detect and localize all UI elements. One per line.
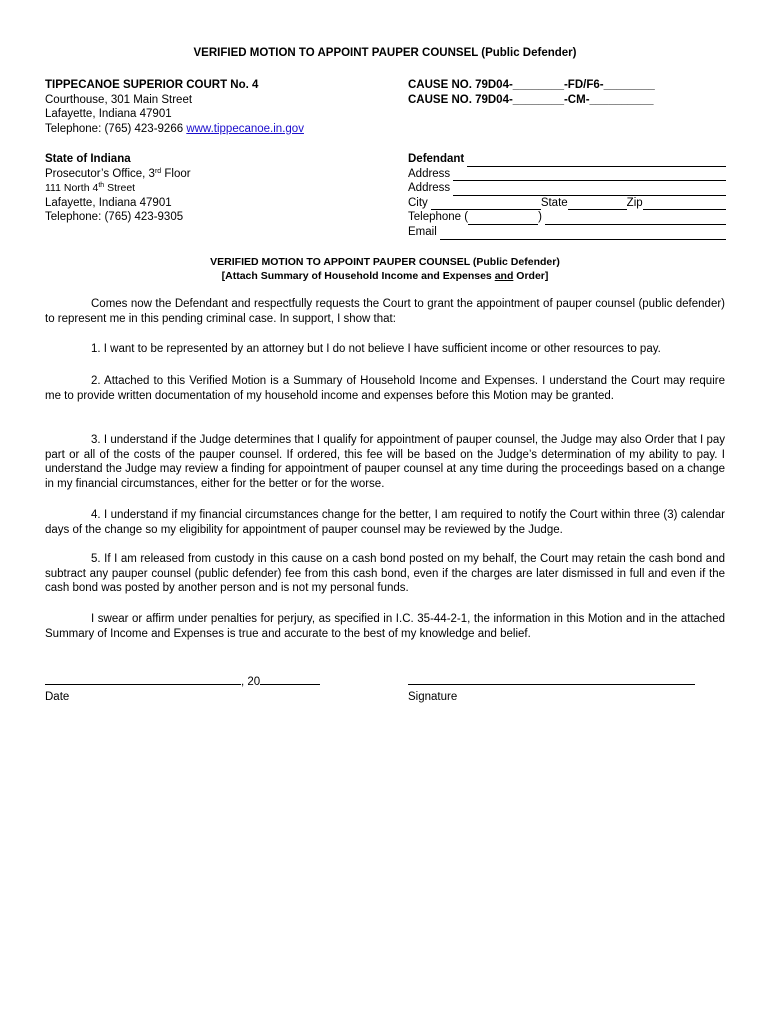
date-block	[45, 673, 320, 704]
address-label-1: Address	[408, 167, 451, 180]
defendant-name-field[interactable]	[467, 155, 726, 167]
date-year-field[interactable]	[260, 673, 320, 685]
cause-number-cm: CAUSE NO. 79D04-________-CM-__________	[408, 93, 654, 106]
defendant-label: Defendant	[408, 153, 465, 165]
state-label: State	[540, 196, 568, 209]
defendant-email-row	[408, 225, 726, 240]
zip-label: Zip	[626, 196, 643, 209]
paragraph-5: 5. If I am released from custody in this cause on a cash bond posted on my behalf, the Court may retain the cash bond and subtract any pauper counsel (public defender) fee from this cash bond, even if the charges are later dismissed in full and even if the cash bond was posted by another person and is not my personal funds.	[45, 553, 725, 595]
prosecutor-telephone: Telephone: (765) 423-9305	[45, 211, 184, 224]
telephone-area-code-field[interactable]	[468, 213, 538, 225]
court-name: TIPPECANOE SUPERIOR COURT No. 4	[45, 79, 259, 91]
defendant-block	[408, 152, 726, 240]
cause-block	[408, 78, 655, 107]
date-line	[45, 673, 320, 690]
email-label: Email	[408, 225, 437, 238]
address-label-2: Address	[408, 182, 451, 195]
court-address-street: Courthouse, 301 Main Street	[45, 93, 193, 106]
state-block	[45, 152, 191, 225]
defendant-telephone-row	[408, 210, 726, 225]
date-year-prefix: , 20	[241, 676, 261, 688]
email-field[interactable]	[440, 228, 726, 240]
defendant-name-row	[408, 152, 726, 167]
date-label: Date	[45, 690, 70, 703]
defendant-address-row-1	[408, 167, 726, 182]
oath-paragraph: I swear or affirm under penalties for perjury, as specified in I.C. 35-44-2-1, the information in this Motion and in the attached Summary of Income and Expenses is true and accurate to the best of my knowledge and belief.	[45, 613, 725, 640]
address-field-1[interactable]	[453, 169, 726, 181]
zip-field[interactable]	[643, 198, 726, 210]
paragraph-4: 4. I understand if my financial circumstances change for the better, I am required to notify the Court within three (3) calendar days of the change so my eligibility for appointment of pauper counsel may be reviewed by the Judge.	[45, 509, 725, 536]
paragraph-2: 2. Attached to this Verified Motion is a Summary of Household Income and Expenses. I understand the Court may require me to provide written documentation of my household income and expenses before this Motion may be granted.	[45, 375, 725, 402]
city-label: City	[408, 196, 428, 209]
cause-number-fd: CAUSE NO. 79D04-________-FD/F6-________	[408, 79, 655, 91]
telephone-label: Telephone (	[408, 211, 469, 224]
defendant-city-row	[408, 196, 726, 211]
court-block	[45, 78, 304, 136]
signature-label: Signature	[408, 690, 458, 703]
motion-subtitle-line-2: [Attach Summary of Household Income and Expenses and Order]	[221, 269, 549, 282]
signature-block	[408, 673, 695, 704]
state-name: State of Indiana	[45, 153, 131, 165]
court-telephone: Telephone: (765) 423-9266	[45, 122, 184, 135]
paragraph-3: 3. I understand if the Judge determines that I qualify for appointment of pauper counsel, the Judge may also Order that I pay part or all of the costs of the pauper counsel. If ordered, this fee will be based on the Judge’s determination of my ability to pay. I understand the Judge may review a finding for appointment of pauper counsel at any time during the proceedings based on a change in my financial circumstances, either for the better or for the worse.	[45, 434, 725, 490]
signature-line	[408, 673, 695, 690]
court-address-city: Lafayette, Indiana 47901	[45, 108, 172, 121]
prosecutor-city: Lafayette, Indiana 47901	[45, 196, 172, 209]
telephone-number-field[interactable]	[545, 213, 726, 225]
court-telephone-line	[45, 122, 304, 137]
intro-paragraph: Comes now the Defendant and respectfully requests the Court to grant the appointment of pauper counsel (public defender) to represent me in this pending criminal case. In support, I show that:	[45, 298, 725, 325]
address-field-2[interactable]	[453, 184, 726, 196]
date-field[interactable]	[45, 673, 241, 685]
telephone-close-paren: )	[538, 211, 542, 224]
state-field[interactable]	[568, 198, 627, 210]
court-website-link[interactable]: www.tippecanoe.in.gov	[186, 122, 304, 135]
prosecutor-office: Prosecutor’s Office, 3rd Floor	[45, 167, 191, 180]
defendant-address-row-2	[408, 181, 726, 196]
motion-subtitle	[0, 256, 770, 283]
city-field[interactable]	[431, 198, 541, 210]
paragraph-1: 1. I want to be represented by an attorney but I do not believe I have sufficient income or other resources to pay.	[91, 343, 661, 355]
motion-subtitle-line-1: VERIFIED MOTION TO APPOINT PAUPER COUNSEL (Public Defender)	[210, 256, 560, 268]
signature-field[interactable]	[408, 673, 695, 685]
document-title: VERIFIED MOTION TO APPOINT PAUPER COUNSEL (Public Defender)	[193, 47, 577, 59]
prosecutor-street: 111 North 4th Street	[45, 182, 136, 195]
